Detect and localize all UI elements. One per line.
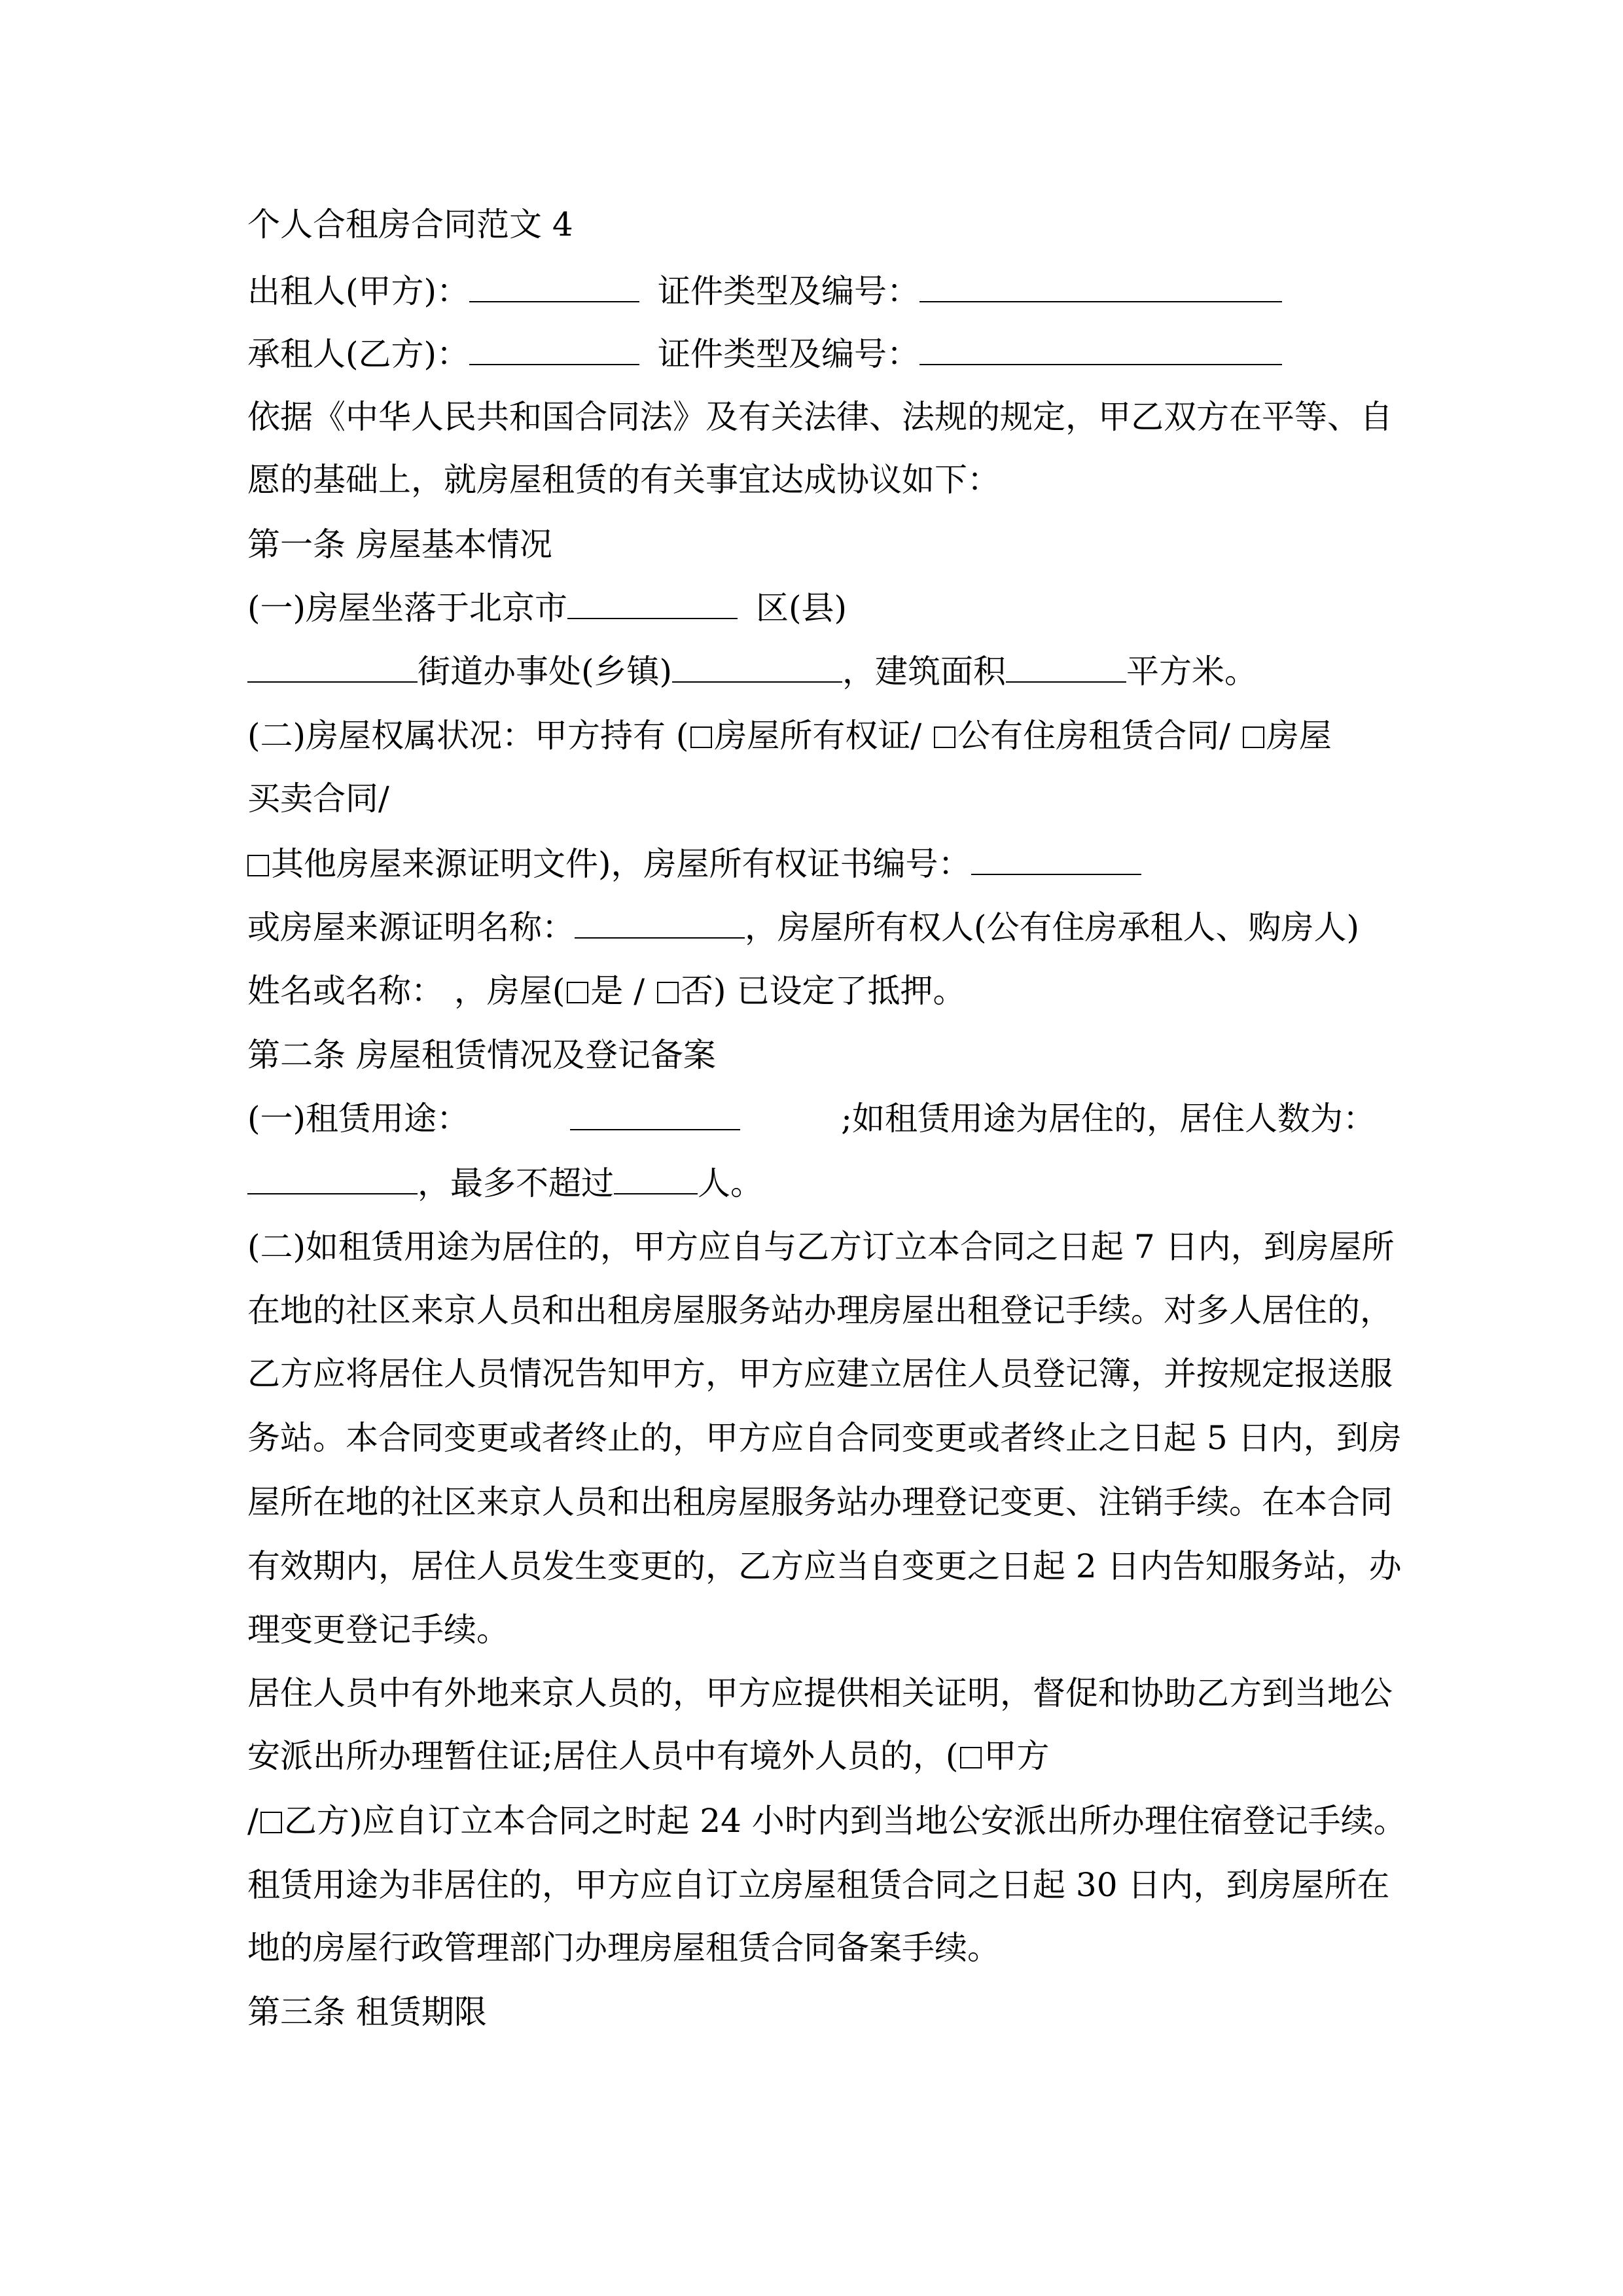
article-2-para-4-line-2: 地的房屋行政管理部门办理房屋租赁合同备案手续。 [247,1929,1000,1967]
max-residents-blank [614,1163,698,1194]
lessee-name-blank [469,334,639,365]
resident-count-blank [247,1163,418,1194]
lessee-label: 承租人(乙方)： [247,335,470,373]
article-2-item-2-line-3: 乙方应将居住人员情况告知甲方，甲方应建立居住人员登记簿，并按规定报送服 [247,1355,1393,1393]
article-1-item-2-line-2: 买卖合同/ [247,780,389,817]
lessee-id-blank [919,334,1282,365]
checkbox-mortgage-no[interactable] [657,982,679,1003]
article-1-item-1-line-1: (一)房屋坐落于北京市 区(县) [247,589,847,627]
checkbox-mortgage-yes[interactable] [567,982,588,1003]
lessee-line [247,334,1282,374]
lessor-id-label: 证件类型及编号： [658,272,920,310]
article-2-para-4-line-1: 租赁用途为非居住的，甲方应自订立房屋租赁合同之日起 30 日内，到房屋所在 [247,1866,1390,1904]
checkbox-party-b[interactable] [260,1812,282,1833]
article-2-item-2-line-7: 理变更登记手续。 [247,1611,509,1649]
article-2-item-2-line-1: (二)如租赁用途为居住的，甲方应自与乙方订立本合同之日起 7 日内，到房屋所 [247,1228,1395,1266]
intro-line-1: 依据《中华人民共和国合同法》及有关法律、法规的规定，甲乙双方在平等、自 [247,398,1393,436]
article-2-para-3-line-3: / 乙方)应自订立本合同之时起 24 小时内到当地公安派出所办理住宿登记手续。 [247,1802,1406,1840]
article-2-item-2-line-5: 屋所在地的社区来京人员和出租房屋服务站办理登记变更、注销手续。在本合同 [247,1483,1393,1521]
district-blank [567,588,738,619]
article-2-item-1-line-1: (一)租赁用途： ;如租赁用途为居住的，居住人数为： [247,1100,1376,1138]
article-2-heading: 第二条 房屋租赁情况及登记备案 [247,1036,716,1074]
article-1-item-2-line-3: 其他房屋来源证明文件)，房屋所有权证书编号： [247,844,1141,884]
article-2-item-1-line-2: ，最多不超过 人。 [247,1163,763,1203]
street-blank [247,651,418,683]
article-3-heading: 第三条 租赁期限 [247,1993,487,2031]
lessor-label: 出租人(甲方)： [247,272,470,310]
intro-line-2: 愿的基础上，就房屋租赁的有关事宜达成协议如下： [247,461,1000,499]
lessor-line [247,271,1282,311]
proof-name-blank [575,907,745,939]
checkbox-purchase-contract[interactable] [1243,726,1264,748]
lessor-name-blank [469,271,639,302]
article-2-item-2-line-6: 有效期内，居住人员发生变更的，乙方应当自变更之日起 2 日内告知服务站，办 [247,1547,1402,1585]
checkbox-other-proof[interactable] [247,855,269,876]
article-1-item-2-line-1: (二)房屋权属状况：甲方持有 ( 房屋所有权证/ 公有住房租赁合同/ 房屋 [247,717,1332,755]
article-2-para-3-line-1: 居住人员中有外地来京人员的，甲方应提供相关证明，督促和协助乙方到当地公 [247,1674,1393,1712]
purpose-blank [570,1099,740,1130]
checkbox-party-a[interactable] [960,1747,982,1768]
checkbox-public-housing-lease[interactable] [934,726,955,748]
article-2-para-3-line-2: 安派出所办理暂住证;居住人员中有境外人员的，( 甲方 [247,1737,1050,1775]
lessee-id-label: 证件类型及编号： [658,335,920,373]
article-2-item-2-line-2: 在地的社区来京人员和出租房屋服务站办理房屋出租登记手续。对多人居住的， [247,1291,1393,1329]
lessor-id-blank [919,271,1282,302]
article-1-item-1-line-2: 街道办事处(乡镇) ，建筑面积 平方米。 [247,651,1257,691]
checkbox-ownership-cert[interactable] [690,726,712,748]
article-1-item-2-line-5: 姓名或名称： ，房屋( 是 / 否) 已设定了抵押。 [247,972,966,1010]
article-2-item-2-line-4: 务站。本合同变更或者终止的，甲方应自合同变更或者终止之日起 5 日内，到房 [247,1419,1402,1457]
article-1-item-2-line-4: 或房屋来源证明名称： ，房屋所有权人(公有住房承租人、购房人) [247,908,1360,946]
town-blank [672,651,842,683]
cert-number-blank [971,844,1141,875]
article-1-heading: 第一条 房屋基本情况 [247,526,552,564]
area-blank [1006,651,1126,683]
document-title: 个人合租房合同范文 4 [247,206,573,243]
